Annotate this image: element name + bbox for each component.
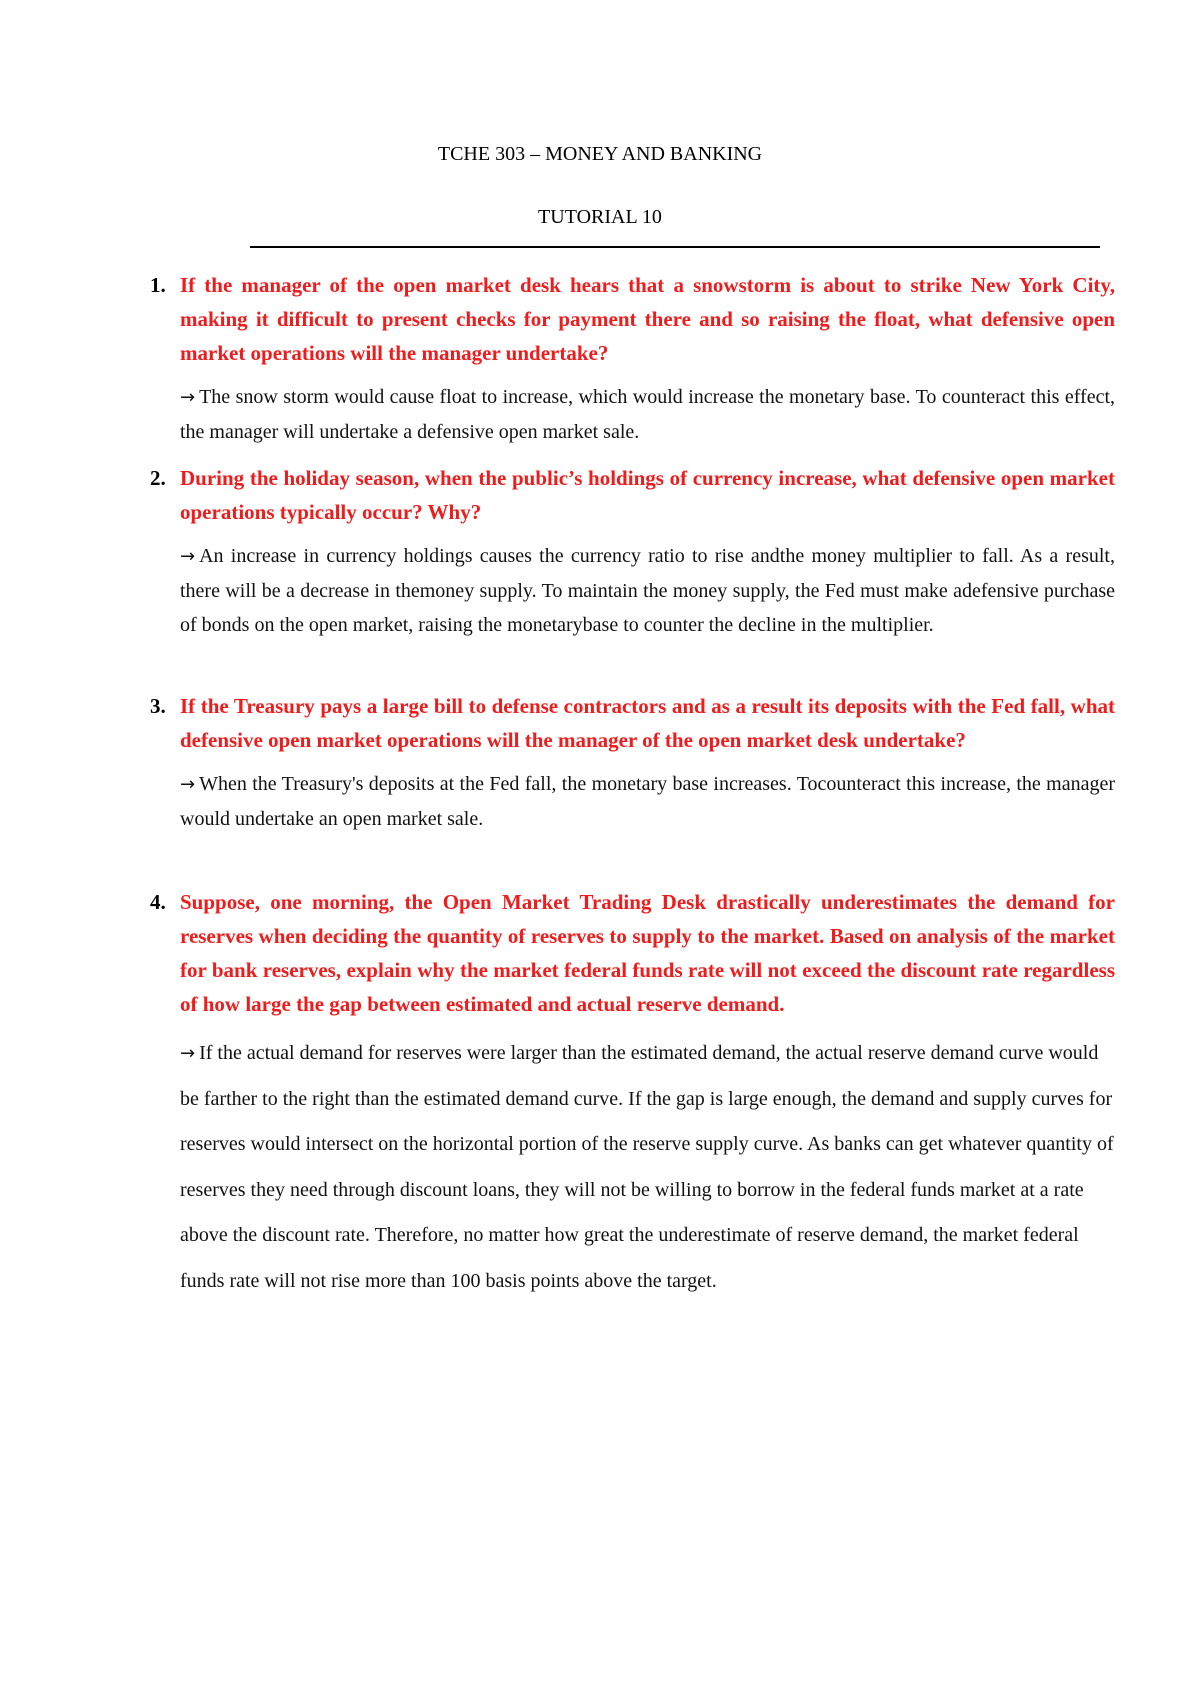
- course-title: TCHE 303 – MONEY AND BANKING: [437, 143, 763, 165]
- question-number: 4.: [150, 890, 166, 914]
- question-text: Suppose, one morning, the Open Market Trading Desk drastically underestimates the demand for reserves when deciding the quantity of reserves to supply to the market. Based on analysis of the market for bank reserves, explain why the market federal funds rate will not exceed the discount rate regardless of how large the gap between estimated and actual reserve demand.: [180, 890, 1115, 1016]
- question-number: 1.: [150, 273, 166, 297]
- question-block-2: [135, 461, 1115, 642]
- question-block-1: [135, 268, 1115, 449]
- answer-3: [180, 767, 1115, 836]
- arrow-right-icon: →: [180, 546, 196, 567]
- answer-4: [180, 1031, 1115, 1304]
- answer-text: The snow storm would cause float to increase, which would increase the monetary base. To counteract this effect, the manager will undertake a defensive open market sale.: [180, 386, 1115, 443]
- question-number: 2.: [150, 466, 166, 490]
- question-text: If the manager of the open market desk hears that a snowstorm is about to strike New York City, making it difficult to present checks for payment there and so raising the float, what defensive open market operations will the manager undertake?: [180, 273, 1115, 365]
- answer-1: [180, 380, 1115, 449]
- arrow-right-icon: →: [180, 774, 196, 795]
- question-text: If the Treasury pays a large bill to defense contractors and as a result its deposits with the Fed fall, what defensive open market operations will the manager of the open market desk undertake?: [180, 694, 1115, 752]
- arrow-right-icon: →: [180, 1043, 196, 1064]
- question-1: [135, 268, 1115, 370]
- question-2: [135, 461, 1115, 529]
- question-block-3: [135, 689, 1115, 836]
- answer-2: [180, 539, 1115, 642]
- question-4: [135, 885, 1115, 1021]
- answer-text: An increase in currency holdings causes the currency ratio to rise andthe money multiplier to fall. As a result, there will be a decrease in themoney supply. To maintain the money supply, the Fed must make adefensive purchase of bonds on the open market, raising the monetarybase to counter the decline in the multiplier.: [180, 545, 1115, 636]
- tutorial-title: TUTORIAL 10: [538, 206, 662, 228]
- question-number: 3.: [150, 694, 166, 718]
- arrow-right-icon: →: [180, 387, 196, 408]
- question-text: During the holiday season, when the public’s holdings of currency increase, what defensive open market operations typically occur? Why?: [180, 466, 1115, 524]
- answer-text: If the actual demand for reserves were larger than the estimated demand, the actual reserve demand curve would be farther to the right than the estimated demand curve. If the gap is large enough, the demand and supply curves for reserves would intersect on the horizontal portion of the reserve supply curve. As banks can get whatever quantity of reserves they need through discount loans, they will not be willing to borrow in the federal funds market at a rate above the discount rate. Therefore, no matter how great the underestimate of reserve demand, the market federal funds rate will not rise more than 100 basis points above the target.: [180, 1042, 1114, 1292]
- question-block-4: [135, 885, 1115, 1304]
- answer-text: When the Treasury's deposits at the Fed fall, the monetary base increases. Tocounteract this increase, the manager would undertake an open market sale.: [180, 773, 1115, 830]
- question-3: [135, 689, 1115, 757]
- title-divider: [250, 246, 1100, 248]
